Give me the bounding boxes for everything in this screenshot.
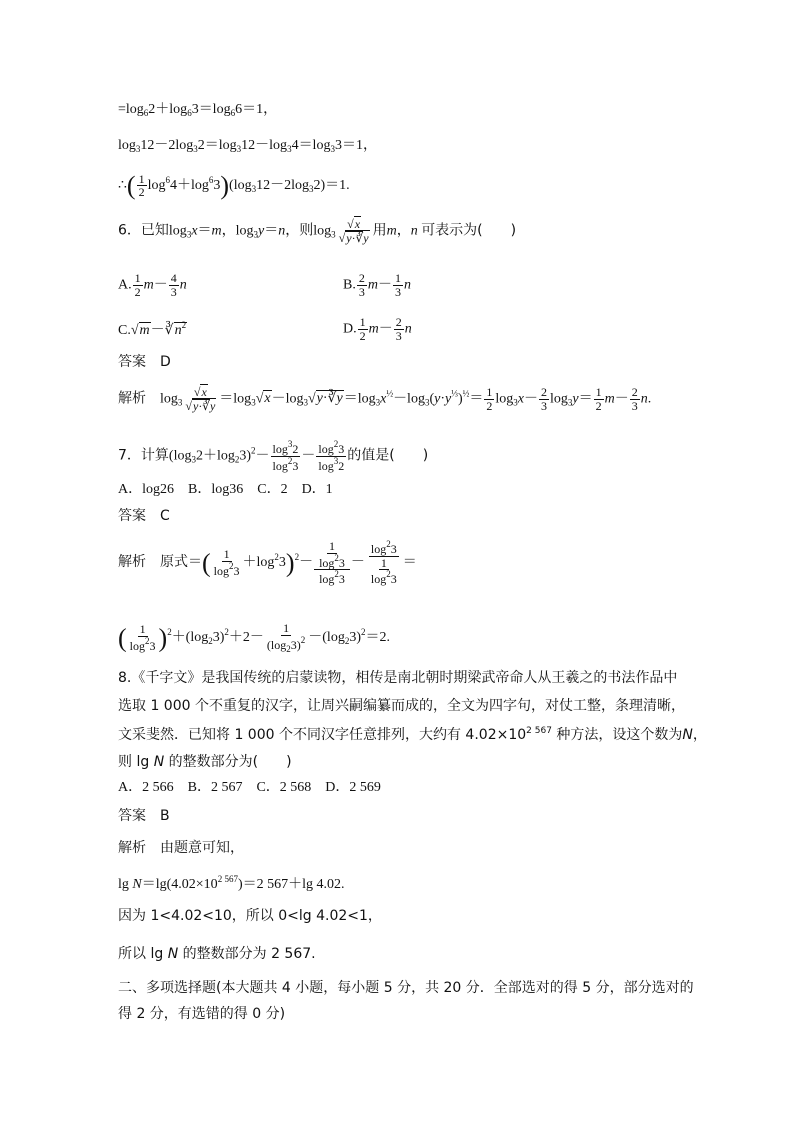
q8-line3: 文采斐然．已知将 1 000 个不同汉字任意排列，大约有 $4.02\times 10^{2 567}$ 种方法，设这个数为N， <box>118 726 707 743</box>
q8-analysis1: 解析 由题意可知， <box>118 840 244 856</box>
q8-options: A．2 566 B．2 567 C．2 568 D．2 569 <box>118 780 381 795</box>
q7-stem: 7．计算$(\log_32+\log_23)^2-$ $\frac{\log^32}{\log^23}$ － $\frac{\log^23}{\log^32}$ 的值是( ) <box>118 439 429 473</box>
q6-option-b: B. $\frac{2}{3}$ m－ $\frac{1}{3}$ n <box>343 271 411 299</box>
q8-analysis3: 因为 1<4.02<10，所以 0<lg 4.02<1， <box>118 908 382 924</box>
sol5-line3: ∴( $\frac{1}{2}$ $\log^64+\log^63)(\log_312-2\log_32)=1$. <box>118 171 350 200</box>
q8-line1: 8.《千字文》是我国传统的启蒙读物，相传是南北朝时期梁武帝命人从王羲之的书法作品中 <box>118 670 678 686</box>
q6-option-a: A. $\frac{1}{2}$ m－ $\frac{4}{3}$ n <box>118 271 187 299</box>
sol5-line2: $\log_312-2\log_32=\log_312-\log_34=\log_33=1$， <box>118 138 377 154</box>
q7-options: A．log26 B．log36 C．2 D．1 <box>118 482 333 497</box>
q7-analysis2: ( $\frac{1}{\log^23}$ )$^2+(\log_23)^2+2-$ $\frac{1}{(\log_23)^2}$ $-(\log_23)^2=2$. <box>118 621 390 654</box>
q6-option-d: D. $\frac{1}{2}$ m－ $\frac{2}{3}$ n <box>343 315 412 343</box>
q8-line2: 选取 1 000 个不重复的汉字，让周兴嗣编纂而成的，全文为四字句，对仗工整，条理清晰， <box>118 698 685 714</box>
q6-option-c: $C.√m-∛n^2$ <box>118 320 187 338</box>
section2-line1: 二、多项选择题(本大题共 4 小题，每小题 5 分，共 20 分．全部选对的得 5 分，部分选对的 <box>118 980 694 996</box>
q8-answer: 答案 B <box>118 808 170 824</box>
q8-analysis2: $\lg N=\lg(4.02\times 10^{2 567})=2$ 567＋lg 4.02. <box>118 874 345 892</box>
q7-answer: 答案 C <box>118 508 170 524</box>
q6-stem: 6．已知$\log_3x=m$，$\log_3y=n$，则$\log_3$ $\frac{√x}{√y\cdot∛y}$ 用m，n 可表示为( ) <box>118 217 517 245</box>
sol5-line1: $=\log_62+\log_63=\log_66=1$， <box>118 102 278 118</box>
section2-line2: 得 2 分，有选错的得 0 分) <box>118 1006 286 1022</box>
q8-analysis4: 所以 lg N 的整数部分为 2 567. <box>118 946 316 962</box>
q6-answer: 答案 D <box>118 354 171 370</box>
q7-analysis1: 解析 原式＝( $\frac{1}{\log^23}$ $+\log^23)^2-$ $\frac{\frac{1}{\log^23}}{\log^23}$ － $\frac{\log^23}{\frac{1}{\log^23}}$ ＝ <box>118 539 417 587</box>
q8-line4: 则 lg N 的整数部分为( ) <box>118 754 292 770</box>
q6-analysis: 解析 $\log_3$ $\frac{√x}{√y\cdot∛y}$ $=\log_3√x-\log_3√y\cdot∛y=\log_3x^{\frac{1}{2}}-\log_3(y\cdot y^{\frac{1}{3}})^{\frac{1}{2}}=$ $\frac{1}{2}$ $\log_3x-$ $\frac{2}{3}$ $\log_3y=$ $\frac{1}{2}$ m－ $\frac{2}{3}$ n. <box>118 385 652 413</box>
